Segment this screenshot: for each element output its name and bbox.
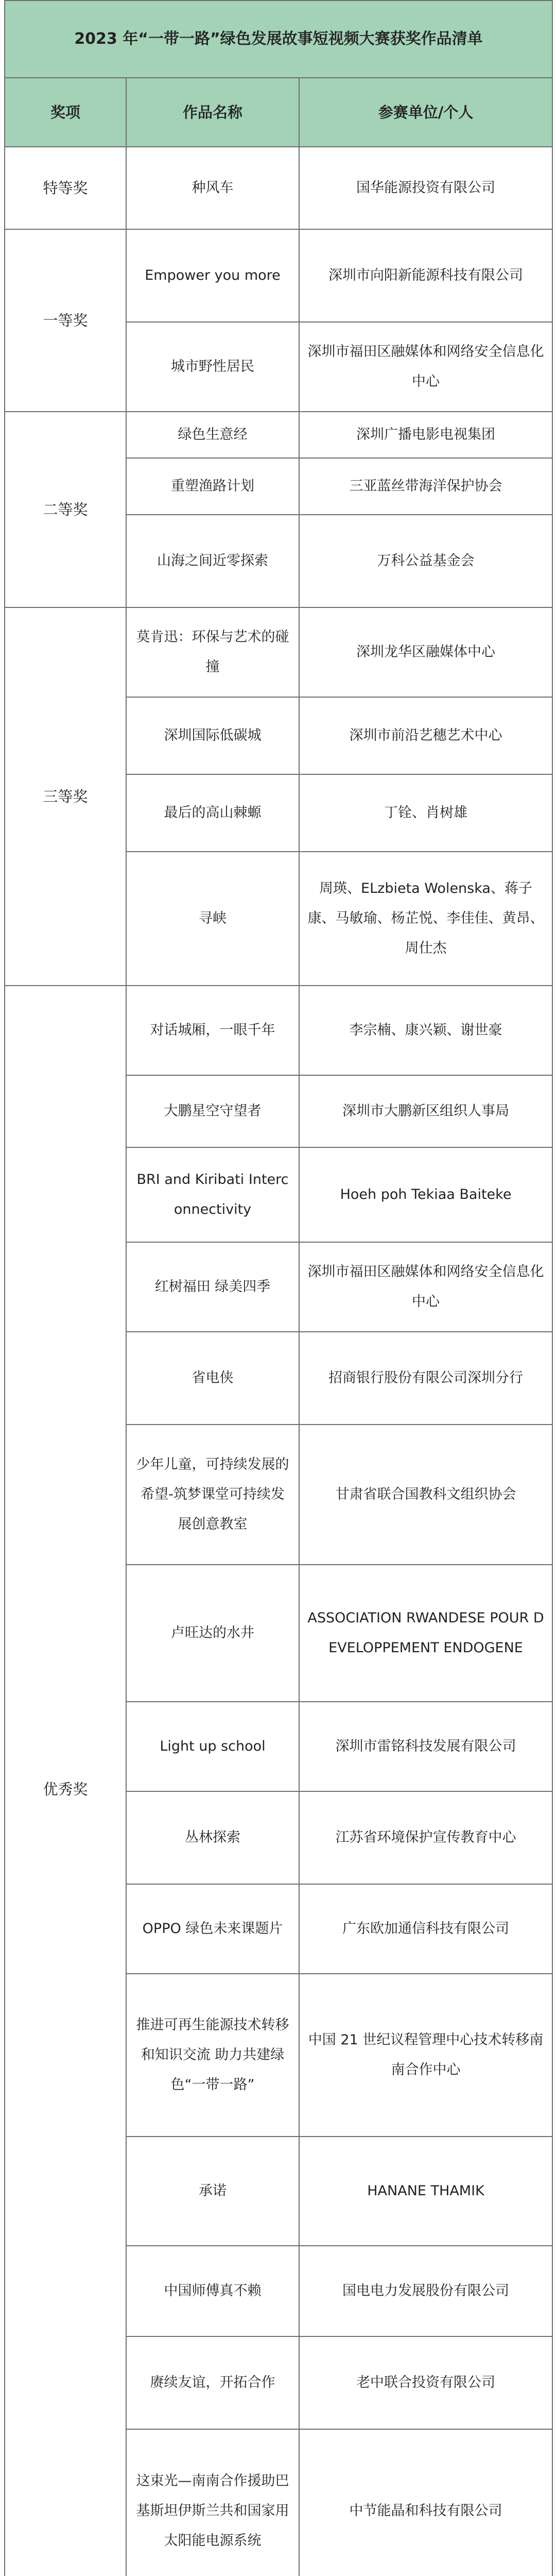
table-row [5,229,552,322]
unit-cell: 周瑛、ELzbieta Wolenska、蒋子康、马敏瑜、杨芷悦、李佳佳、黄昂、周仕杰 [299,852,552,986]
awards-table [4,0,553,2576]
work-cell: 少年儿童，可持续发展的希望-筑梦课堂可持续发展创意教室 [126,1425,299,1565]
unit-cell: 招商银行股份有限公司深圳分行 [299,1332,552,1425]
header-work: 作品名称 [126,78,299,147]
work-cell: 这束光—南南合作援助巴基斯坦伊斯兰共和国家用太阳能电源系统 [126,2429,299,2576]
prize-cell: 优秀奖 [5,986,126,2576]
work-cell: 对话城厢，一眼千年 [126,986,299,1075]
unit-cell: 甘肃省联合国教科文组织协会 [299,1425,552,1565]
work-cell: 省电侠 [126,1332,299,1425]
work-cell: 城市野性居民 [126,322,299,412]
title-row [5,1,552,78]
prize-cell: 一等奖 [5,229,126,412]
work-cell: Light up school [126,1702,299,1791]
unit-cell: 三亚蓝丝带海洋保护协会 [299,458,552,515]
work-cell: 寻峡 [126,852,299,986]
unit-cell: 丁铨、肖树雄 [299,774,552,852]
header-unit: 参赛单位/个人 [299,78,552,147]
work-cell: 重塑渔路计划 [126,458,299,515]
unit-cell: HANANE THAMIK [299,2137,552,2246]
work-cell: 推进可再生能源技术转移和知识交流 助力共建绿色“一带一路” [126,1974,299,2137]
unit-cell: 国华能源投资有限公司 [299,147,552,229]
unit-cell: 万科公益基金会 [299,515,552,607]
unit-cell: 老中联合投资有限公司 [299,2336,552,2429]
work-cell: 丛林探索 [126,1791,299,1884]
unit-cell: 中国 21 世纪议程管理中心技术转移南南合作中心 [299,1974,552,2137]
work-cell: 卢旺达的水井 [126,1565,299,1702]
table-title: 2023 年“一带一路”绿色发展故事短视频大赛获奖作品清单 [5,1,552,78]
unit-cell: 广东欧加通信科技有限公司 [299,1884,552,1974]
work-cell: OPPO 绿色未来课题片 [126,1884,299,1974]
unit-cell: 中节能晶和科技有限公司 [299,2429,552,2576]
prize-cell: 三等奖 [5,607,126,986]
table-row [5,147,552,229]
unit-cell: ASSOCIATION RWANDESE POUR DEVELOPPEMENT ENDOGENE [299,1565,552,1702]
unit-cell: Hoeh poh Tekiaa Baiteke [299,1147,552,1242]
work-cell: 红树福田 绿美四季 [126,1242,299,1332]
work-cell: 赓续友谊，开拓合作 [126,2336,299,2429]
header-prize: 奖项 [5,78,126,147]
unit-cell: 江苏省环境保护宣传教育中心 [299,1791,552,1884]
table-row [5,412,552,458]
work-cell: 中国师傅真不赖 [126,2246,299,2336]
unit-cell: 深圳市向阳新能源科技有限公司 [299,229,552,322]
unit-cell: 深圳市前沿艺穗艺术中心 [299,697,552,774]
header-row [5,78,552,147]
unit-cell: 李宗楠、康兴颖、谢世豪 [299,986,552,1075]
unit-cell: 深圳市雷铭科技发展有限公司 [299,1702,552,1791]
work-cell: 大鹏星空守望者 [126,1075,299,1147]
unit-cell: 国电电力发展股份有限公司 [299,2246,552,2336]
work-cell: 承诺 [126,2137,299,2246]
work-cell: 莫肯迅：环保与艺术的碰撞 [126,607,299,697]
work-cell: BRI and Kiribati Interconnectivity [126,1147,299,1242]
prize-cell: 特等奖 [5,147,126,229]
unit-cell: 深圳市大鹏新区组织人事局 [299,1075,552,1147]
work-cell: 种风车 [126,147,299,229]
work-cell: 深圳国际低碳城 [126,697,299,774]
prize-cell: 二等奖 [5,412,126,607]
unit-cell: 深圳广播电影电视集团 [299,412,552,458]
work-cell: 最后的高山棘螈 [126,774,299,852]
table-row [5,607,552,697]
unit-cell: 深圳市福田区融媒体和网络安全信息化中心 [299,322,552,412]
work-cell: 绿色生意经 [126,412,299,458]
unit-cell: 深圳龙华区融媒体中心 [299,607,552,697]
work-cell: Empower you more [126,229,299,322]
table-row [5,986,552,1075]
unit-cell: 深圳市福田区融媒体和网络安全信息化中心 [299,1242,552,1332]
work-cell: 山海之间近零探索 [126,515,299,607]
